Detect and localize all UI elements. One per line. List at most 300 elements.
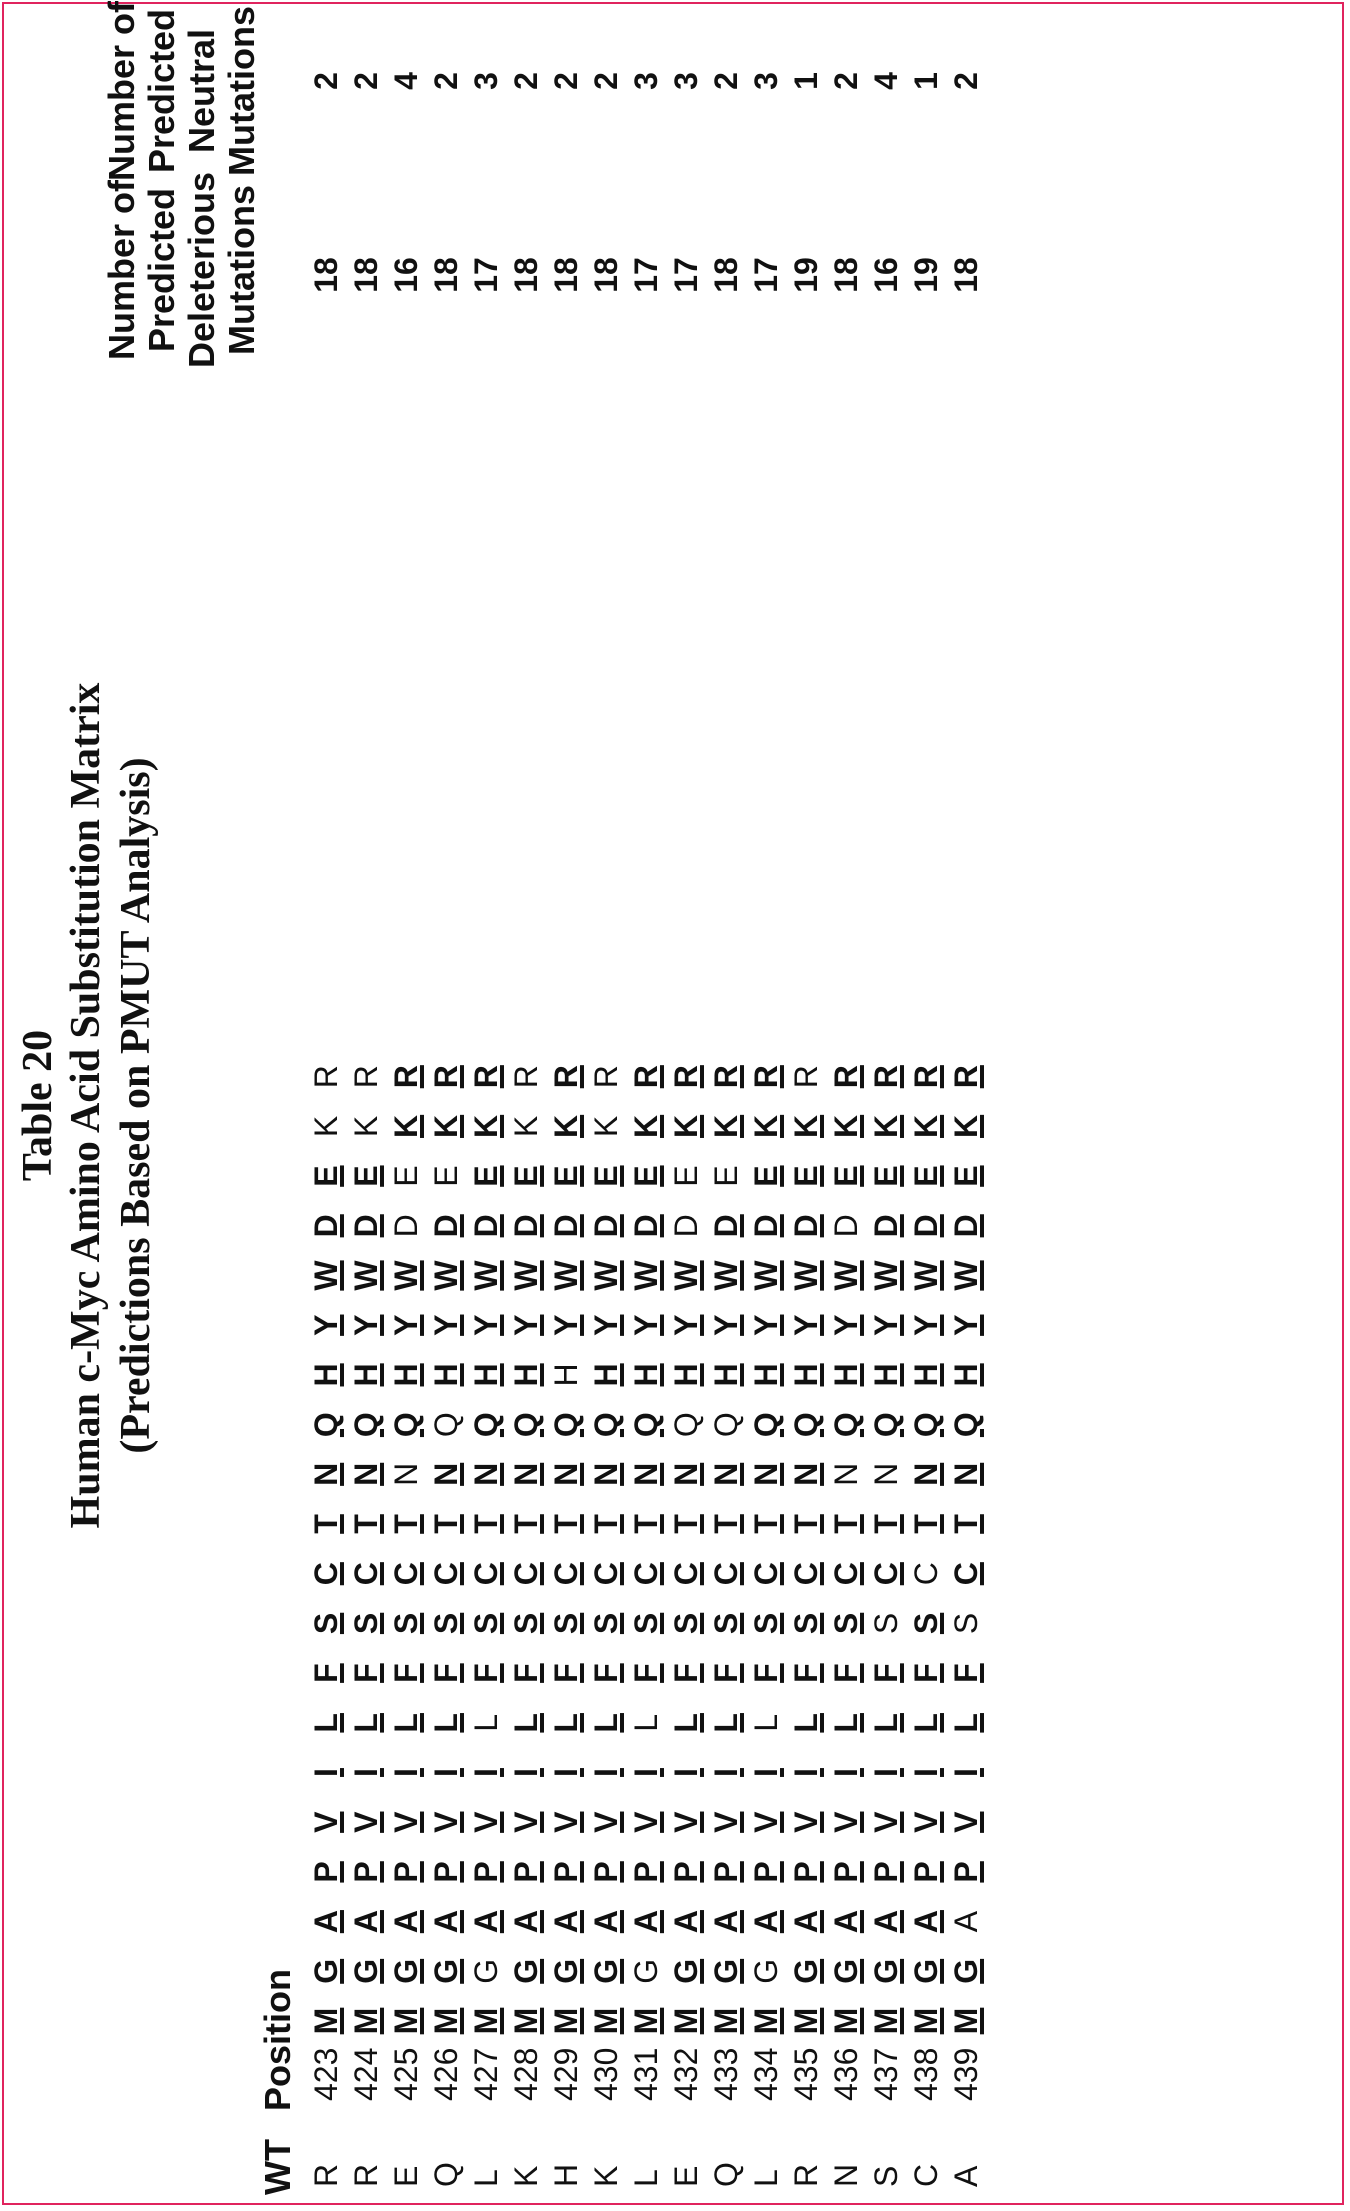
deleterious-substitution: T xyxy=(508,1514,544,1534)
header-deleterious-line: Mutations xyxy=(221,185,262,355)
deleterious-count: 16 xyxy=(868,257,904,293)
deleterious-substitution: S xyxy=(748,1612,784,1635)
neutral-count: 1 xyxy=(788,72,824,90)
neutral-substitution: H xyxy=(548,1363,584,1387)
deleterious-substitution: M xyxy=(868,2007,904,2035)
deleterious-substitution: C xyxy=(508,1562,544,1586)
deleterious-substitution: Y xyxy=(508,1314,544,1336)
deleterious-substitution: F xyxy=(908,1663,944,1683)
deleterious-substitution: F xyxy=(748,1663,784,1683)
deleterious-substitution: R xyxy=(868,1065,904,1089)
deleterious-substitution: H xyxy=(748,1363,784,1387)
deleterious-substitution: D xyxy=(308,1214,344,1238)
position-cell: 430 xyxy=(588,2047,624,2101)
neutral-substitution: K xyxy=(308,1115,344,1138)
deleterious-substitution: V xyxy=(428,1811,464,1833)
deleterious-count: 18 xyxy=(428,257,464,293)
deleterious-count: 16 xyxy=(388,257,424,293)
deleterious-substitution: L xyxy=(708,1713,744,1733)
deleterious-substitution: S xyxy=(708,1612,744,1635)
neutral-substitution: G xyxy=(468,1958,504,1984)
table-subtitle: (Predictions Based on PMUT Analysis) xyxy=(113,757,159,1454)
neutral-count: 2 xyxy=(308,72,344,90)
position-cell: 432 xyxy=(668,2047,704,2101)
deleterious-substitution: S xyxy=(348,1612,384,1635)
deleterious-substitution: T xyxy=(588,1514,624,1534)
deleterious-substitution: G xyxy=(308,1958,344,1984)
deleterious-substitution: C xyxy=(868,1562,904,1586)
position-cell: 427 xyxy=(468,2047,504,2101)
deleterious-substitution: F xyxy=(588,1663,624,1683)
deleterious-substitution: P xyxy=(708,1861,744,1883)
deleterious-substitution: Q xyxy=(348,1412,384,1438)
wt-residue: L xyxy=(628,2169,664,2187)
deleterious-substitution: S xyxy=(668,1612,704,1635)
deleterious-substitution: Y xyxy=(348,1314,384,1336)
deleterious-substitution: H xyxy=(308,1363,344,1387)
deleterious-substitution: I xyxy=(548,1768,584,1777)
deleterious-substitution: W xyxy=(348,1260,384,1291)
deleterious-substitution: G xyxy=(428,1958,464,1984)
position-cell: 434 xyxy=(748,2047,784,2101)
deleterious-substitution: A xyxy=(708,1910,744,1934)
wt-residue: A xyxy=(948,2165,984,2187)
deleterious-substitution: P xyxy=(788,1861,824,1883)
wt-residue: Q xyxy=(428,2162,464,2187)
deleterious-substitution: N xyxy=(428,1462,464,1486)
deleterious-substitution: Q xyxy=(588,1412,624,1438)
deleterious-substitution: L xyxy=(668,1713,704,1733)
deleterious-count: 18 xyxy=(588,257,624,293)
deleterious-substitution: K xyxy=(628,1114,664,1138)
deleterious-substitution: T xyxy=(708,1514,744,1534)
deleterious-count: 18 xyxy=(508,257,544,293)
neutral-substitution: A xyxy=(948,1910,984,1933)
deleterious-substitution: I xyxy=(748,1768,784,1777)
deleterious-substitution: K xyxy=(788,1114,824,1138)
neutral-count: 2 xyxy=(708,72,744,90)
deleterious-substitution: E xyxy=(828,1165,864,1187)
deleterious-substitution: Q xyxy=(828,1412,864,1438)
deleterious-substitution: D xyxy=(348,1214,384,1238)
neutral-count: 2 xyxy=(508,72,544,90)
deleterious-substitution: P xyxy=(668,1861,704,1883)
deleterious-substitution: C xyxy=(748,1562,784,1586)
neutral-substitution: C xyxy=(908,1562,944,1586)
position-cell: 435 xyxy=(788,2047,824,2101)
deleterious-substitution: M xyxy=(788,2007,824,2035)
deleterious-substitution: M xyxy=(388,2007,424,2035)
neutral-substitution: L xyxy=(748,1713,784,1732)
neutral-count: 2 xyxy=(588,72,624,90)
neutral-substitution: S xyxy=(868,1612,904,1635)
deleterious-substitution: P xyxy=(628,1861,664,1883)
wt-residue: R xyxy=(788,2163,824,2187)
deleterious-substitution: V xyxy=(308,1811,344,1833)
deleterious-substitution: Q xyxy=(388,1412,424,1438)
deleterious-substitution: P xyxy=(868,1861,904,1883)
deleterious-substitution: T xyxy=(868,1514,904,1534)
deleterious-substitution: L xyxy=(348,1713,384,1733)
deleterious-substitution: R xyxy=(748,1065,784,1089)
deleterious-substitution: Y xyxy=(308,1314,344,1336)
deleterious-substitution: V xyxy=(948,1811,984,1833)
wt-residue: L xyxy=(468,2169,504,2187)
deleterious-substitution: L xyxy=(308,1713,344,1733)
deleterious-substitution: Q xyxy=(908,1412,944,1438)
deleterious-substitution: R xyxy=(548,1065,584,1089)
deleterious-substitution: C xyxy=(948,1562,984,1586)
deleterious-substitution: C xyxy=(588,1562,624,1586)
deleterious-substitution: G xyxy=(868,1958,904,1984)
deleterious-substitution: L xyxy=(828,1713,864,1733)
deleterious-substitution: Y xyxy=(548,1314,584,1336)
deleterious-substitution: A xyxy=(348,1910,384,1934)
deleterious-substitution: A xyxy=(388,1910,424,1934)
deleterious-substitution: A xyxy=(548,1910,584,1934)
deleterious-substitution: C xyxy=(388,1562,424,1586)
deleterious-substitution: M xyxy=(708,2007,744,2035)
deleterious-substitution: D xyxy=(508,1214,544,1238)
deleterious-substitution: Q xyxy=(548,1412,584,1438)
deleterious-substitution: R xyxy=(468,1065,504,1089)
wt-residue: E xyxy=(668,2165,704,2187)
deleterious-substitution: R xyxy=(628,1065,664,1089)
deleterious-substitution: I xyxy=(308,1768,344,1777)
wt-residue: E xyxy=(388,2165,424,2187)
deleterious-substitution: D xyxy=(788,1214,824,1238)
deleterious-substitution: Y xyxy=(388,1314,424,1336)
deleterious-substitution: V xyxy=(828,1811,864,1833)
deleterious-substitution: N xyxy=(908,1462,944,1486)
deleterious-substitution: F xyxy=(868,1663,904,1683)
deleterious-substitution: I xyxy=(508,1768,544,1777)
deleterious-substitution: V xyxy=(908,1811,944,1833)
deleterious-count: 19 xyxy=(908,257,944,293)
deleterious-substitution: C xyxy=(788,1562,824,1586)
deleterious-substitution: Y xyxy=(948,1314,984,1336)
deleterious-substitution: A xyxy=(868,1910,904,1934)
deleterious-substitution: P xyxy=(828,1861,864,1883)
deleterious-substitution: S xyxy=(588,1612,624,1635)
deleterious-substitution: Q xyxy=(868,1412,904,1438)
position-cell: 433 xyxy=(708,2047,744,2101)
neutral-count: 4 xyxy=(388,72,424,90)
deleterious-substitution: M xyxy=(948,2007,984,2035)
deleterious-substitution: N xyxy=(788,1462,824,1486)
neutral-substitution: K xyxy=(508,1115,544,1138)
deleterious-substitution: M xyxy=(668,2007,704,2035)
deleterious-substitution: R xyxy=(388,1065,424,1089)
neutral-count: 3 xyxy=(668,72,704,90)
deleterious-substitution: D xyxy=(468,1214,504,1238)
neutral-substitution: Q xyxy=(708,1412,744,1438)
deleterious-substitution: Q xyxy=(468,1412,504,1438)
deleterious-substitution: R xyxy=(908,1065,944,1089)
deleterious-substitution: H xyxy=(908,1363,944,1387)
deleterious-substitution: S xyxy=(828,1612,864,1635)
deleterious-substitution: L xyxy=(388,1713,424,1733)
deleterious-substitution: F xyxy=(788,1663,824,1683)
deleterious-substitution: D xyxy=(628,1214,664,1238)
deleterious-substitution: P xyxy=(748,1861,784,1883)
deleterious-substitution: F xyxy=(388,1663,424,1683)
deleterious-substitution: K xyxy=(748,1114,784,1138)
deleterious-substitution: I xyxy=(788,1768,824,1777)
deleterious-substitution: D xyxy=(868,1214,904,1238)
deleterious-substitution: A xyxy=(428,1910,464,1934)
deleterious-substitution: F xyxy=(828,1663,864,1683)
deleterious-substitution: P xyxy=(308,1861,344,1883)
neutral-count: 2 xyxy=(828,72,864,90)
deleterious-substitution: Q xyxy=(748,1412,784,1438)
deleterious-substitution: Y xyxy=(588,1314,624,1336)
deleterious-substitution: V xyxy=(548,1811,584,1833)
neutral-substitution: R xyxy=(308,1065,344,1089)
neutral-substitution: G xyxy=(628,1958,664,1984)
deleterious-substitution: W xyxy=(828,1260,864,1291)
deleterious-substitution: V xyxy=(868,1811,904,1833)
deleterious-substitution: I xyxy=(948,1768,984,1777)
deleterious-substitution: C xyxy=(428,1562,464,1586)
header-wt: WT xyxy=(257,2139,298,2195)
neutral-substitution: R xyxy=(788,1065,824,1089)
deleterious-substitution: V xyxy=(748,1811,784,1833)
deleterious-substitution: E xyxy=(308,1165,344,1187)
deleterious-count: 19 xyxy=(788,257,824,293)
deleterious-count: 17 xyxy=(628,257,664,293)
deleterious-substitution: F xyxy=(348,1663,384,1683)
table-title: Human c-Myc Amino Acid Substitution Matrix xyxy=(63,682,109,1529)
deleterious-substitution: W xyxy=(588,1260,624,1291)
deleterious-substitution: L xyxy=(948,1713,984,1733)
position-cell: 436 xyxy=(828,2047,864,2101)
deleterious-substitution: T xyxy=(788,1514,824,1534)
deleterious-substitution: G xyxy=(548,1958,584,1984)
deleterious-substitution: Y xyxy=(788,1314,824,1336)
deleterious-substitution: G xyxy=(588,1958,624,1984)
deleterious-substitution: M xyxy=(468,2007,504,2035)
deleterious-substitution: W xyxy=(868,1260,904,1291)
neutral-substitution: K xyxy=(348,1115,384,1138)
deleterious-substitution: F xyxy=(628,1663,664,1683)
deleterious-substitution: S xyxy=(308,1612,344,1635)
neutral-substitution: E xyxy=(708,1165,744,1187)
deleterious-substitution: G xyxy=(508,1958,544,1984)
deleterious-substitution: F xyxy=(548,1663,584,1683)
deleterious-substitution: C xyxy=(668,1562,704,1586)
deleterious-substitution: D xyxy=(548,1214,584,1238)
neutral-substitution: G xyxy=(748,1958,784,1984)
deleterious-count: 17 xyxy=(748,257,784,293)
deleterious-substitution: V xyxy=(508,1811,544,1833)
deleterious-substitution: Y xyxy=(908,1314,944,1336)
neutral-count: 3 xyxy=(468,72,504,90)
deleterious-substitution: R xyxy=(668,1065,704,1089)
header-deleterious-line: Predicted xyxy=(141,187,182,353)
deleterious-count: 18 xyxy=(308,257,344,293)
wt-residue: R xyxy=(348,2163,384,2187)
deleterious-substitution: F xyxy=(668,1663,704,1683)
deleterious-substitution: M xyxy=(548,2007,584,2035)
header-neutral-line: Neutral xyxy=(181,28,222,154)
deleterious-substitution: K xyxy=(668,1114,704,1138)
deleterious-substitution: S xyxy=(508,1612,544,1635)
wt-residue: K xyxy=(588,2165,624,2187)
deleterious-count: 18 xyxy=(708,257,744,293)
deleterious-substitution: A xyxy=(468,1910,504,1934)
neutral-substitution: D xyxy=(668,1214,704,1238)
deleterious-substitution: F xyxy=(428,1663,464,1683)
deleterious-substitution: W xyxy=(428,1260,464,1291)
deleterious-substitution: T xyxy=(548,1514,584,1534)
neutral-count: 2 xyxy=(348,72,384,90)
deleterious-substitution: P xyxy=(908,1861,944,1883)
deleterious-count: 17 xyxy=(468,257,504,293)
deleterious-substitution: M xyxy=(748,2007,784,2035)
deleterious-substitution: I xyxy=(468,1768,504,1777)
deleterious-substitution: V xyxy=(788,1811,824,1833)
deleterious-substitution: M xyxy=(588,2007,624,2035)
deleterious-substitution: H xyxy=(628,1363,664,1387)
deleterious-substitution: N xyxy=(628,1462,664,1486)
deleterious-substitution: Y xyxy=(708,1314,744,1336)
deleterious-substitution: I xyxy=(668,1768,704,1777)
deleterious-substitution: L xyxy=(868,1713,904,1733)
deleterious-substitution: K xyxy=(708,1114,744,1138)
deleterious-substitution: Q xyxy=(308,1412,344,1438)
deleterious-substitution: Y xyxy=(828,1314,864,1336)
deleterious-substitution: P xyxy=(468,1861,504,1883)
header-neutral-line: Number of xyxy=(101,1,142,181)
deleterious-substitution: M xyxy=(308,2007,344,2035)
neutral-substitution: E xyxy=(388,1165,424,1187)
deleterious-substitution: W xyxy=(788,1260,824,1291)
position-cell: 424 xyxy=(348,2047,384,2101)
deleterious-substitution: H xyxy=(708,1363,744,1387)
deleterious-substitution: V xyxy=(588,1811,624,1833)
neutral-substitution: D xyxy=(388,1214,424,1238)
deleterious-substitution: G xyxy=(948,1958,984,1984)
deleterious-substitution: A xyxy=(508,1910,544,1934)
wt-residue: K xyxy=(508,2165,544,2187)
neutral-substitution: R xyxy=(508,1065,544,1089)
neutral-substitution: N xyxy=(868,1462,904,1486)
deleterious-substitution: M xyxy=(348,2007,384,2035)
deleterious-substitution: M xyxy=(508,2007,544,2035)
neutral-count: 3 xyxy=(748,72,784,90)
deleterious-substitution: M xyxy=(428,2007,464,2035)
deleterious-substitution: W xyxy=(308,1260,344,1291)
deleterious-substitution: W xyxy=(388,1260,424,1291)
deleterious-substitution: E xyxy=(748,1165,784,1187)
deleterious-substitution: T xyxy=(308,1514,344,1534)
deleterious-substitution: N xyxy=(708,1462,744,1486)
deleterious-count: 17 xyxy=(668,257,704,293)
neutral-count: 4 xyxy=(868,72,904,90)
deleterious-substitution: A xyxy=(908,1910,944,1934)
deleterious-substitution: H xyxy=(388,1363,424,1387)
deleterious-substitution: P xyxy=(588,1861,624,1883)
neutral-substitution: R xyxy=(588,1065,624,1089)
deleterious-substitution: D xyxy=(948,1214,984,1238)
deleterious-substitution: W xyxy=(668,1260,704,1291)
deleterious-substitution: I xyxy=(348,1768,384,1777)
deleterious-substitution: E xyxy=(948,1165,984,1187)
position-cell: 438 xyxy=(908,2047,944,2101)
deleterious-substitution: C xyxy=(828,1562,864,1586)
deleterious-substitution: N xyxy=(308,1462,344,1486)
deleterious-substitution: A xyxy=(308,1910,344,1934)
deleterious-substitution: Y xyxy=(868,1314,904,1336)
neutral-substitution: S xyxy=(948,1612,984,1635)
deleterious-substitution: I xyxy=(388,1768,424,1777)
table-number: Table 20 xyxy=(15,1029,61,1182)
deleterious-substitution: I xyxy=(828,1768,864,1777)
deleterious-substitution: I xyxy=(428,1768,464,1777)
deleterious-substitution: E xyxy=(908,1165,944,1187)
deleterious-substitution: R xyxy=(428,1065,464,1089)
deleterious-substitution: L xyxy=(908,1713,944,1733)
deleterious-substitution: P xyxy=(548,1861,584,1883)
deleterious-substitution: L xyxy=(788,1713,824,1733)
deleterious-substitution: R xyxy=(708,1065,744,1089)
deleterious-substitution: C xyxy=(628,1562,664,1586)
deleterious-substitution: D xyxy=(748,1214,784,1238)
deleterious-substitution: H xyxy=(468,1363,504,1387)
header-neutral-line: Mutations xyxy=(221,6,262,176)
deleterious-substitution: L xyxy=(508,1713,544,1733)
deleterious-substitution: V xyxy=(388,1811,424,1833)
deleterious-substitution: E xyxy=(868,1165,904,1187)
deleterious-substitution: Q xyxy=(508,1412,544,1438)
deleterious-substitution: W xyxy=(948,1260,984,1291)
position-cell: 439 xyxy=(948,2047,984,2101)
deleterious-substitution: K xyxy=(548,1114,584,1138)
wt-residue: C xyxy=(908,2163,944,2187)
deleterious-substitution: V xyxy=(468,1811,504,1833)
wt-residue: H xyxy=(548,2163,584,2187)
deleterious-substitution: T xyxy=(388,1514,424,1534)
deleterious-substitution: M xyxy=(908,2007,944,2035)
deleterious-substitution: W xyxy=(508,1260,544,1291)
neutral-substitution: K xyxy=(588,1115,624,1138)
neutral-substitution: E xyxy=(668,1165,704,1187)
deleterious-substitution: C xyxy=(308,1562,344,1586)
deleterious-substitution: T xyxy=(468,1514,504,1534)
neutral-count: 3 xyxy=(628,72,664,90)
deleterious-substitution: R xyxy=(948,1065,984,1089)
neutral-substitution: N xyxy=(388,1462,424,1486)
deleterious-substitution: Q xyxy=(628,1412,664,1438)
deleterious-substitution: A xyxy=(668,1910,704,1934)
deleterious-substitution: S xyxy=(628,1612,664,1635)
header-position: Position xyxy=(257,1969,298,2111)
deleterious-substitution: P xyxy=(948,1861,984,1883)
deleterious-substitution: C xyxy=(468,1562,504,1586)
deleterious-substitution: T xyxy=(428,1514,464,1534)
deleterious-substitution: N xyxy=(348,1462,384,1486)
deleterious-count: 18 xyxy=(348,257,384,293)
deleterious-substitution: Y xyxy=(748,1314,784,1336)
wt-residue: S xyxy=(868,2165,904,2187)
deleterious-substitution: A xyxy=(788,1910,824,1934)
deleterious-count: 18 xyxy=(548,257,584,293)
neutral-substitution: D xyxy=(828,1214,864,1238)
deleterious-substitution: I xyxy=(628,1768,664,1777)
neutral-substitution: R xyxy=(348,1065,384,1089)
deleterious-substitution: T xyxy=(348,1514,384,1534)
